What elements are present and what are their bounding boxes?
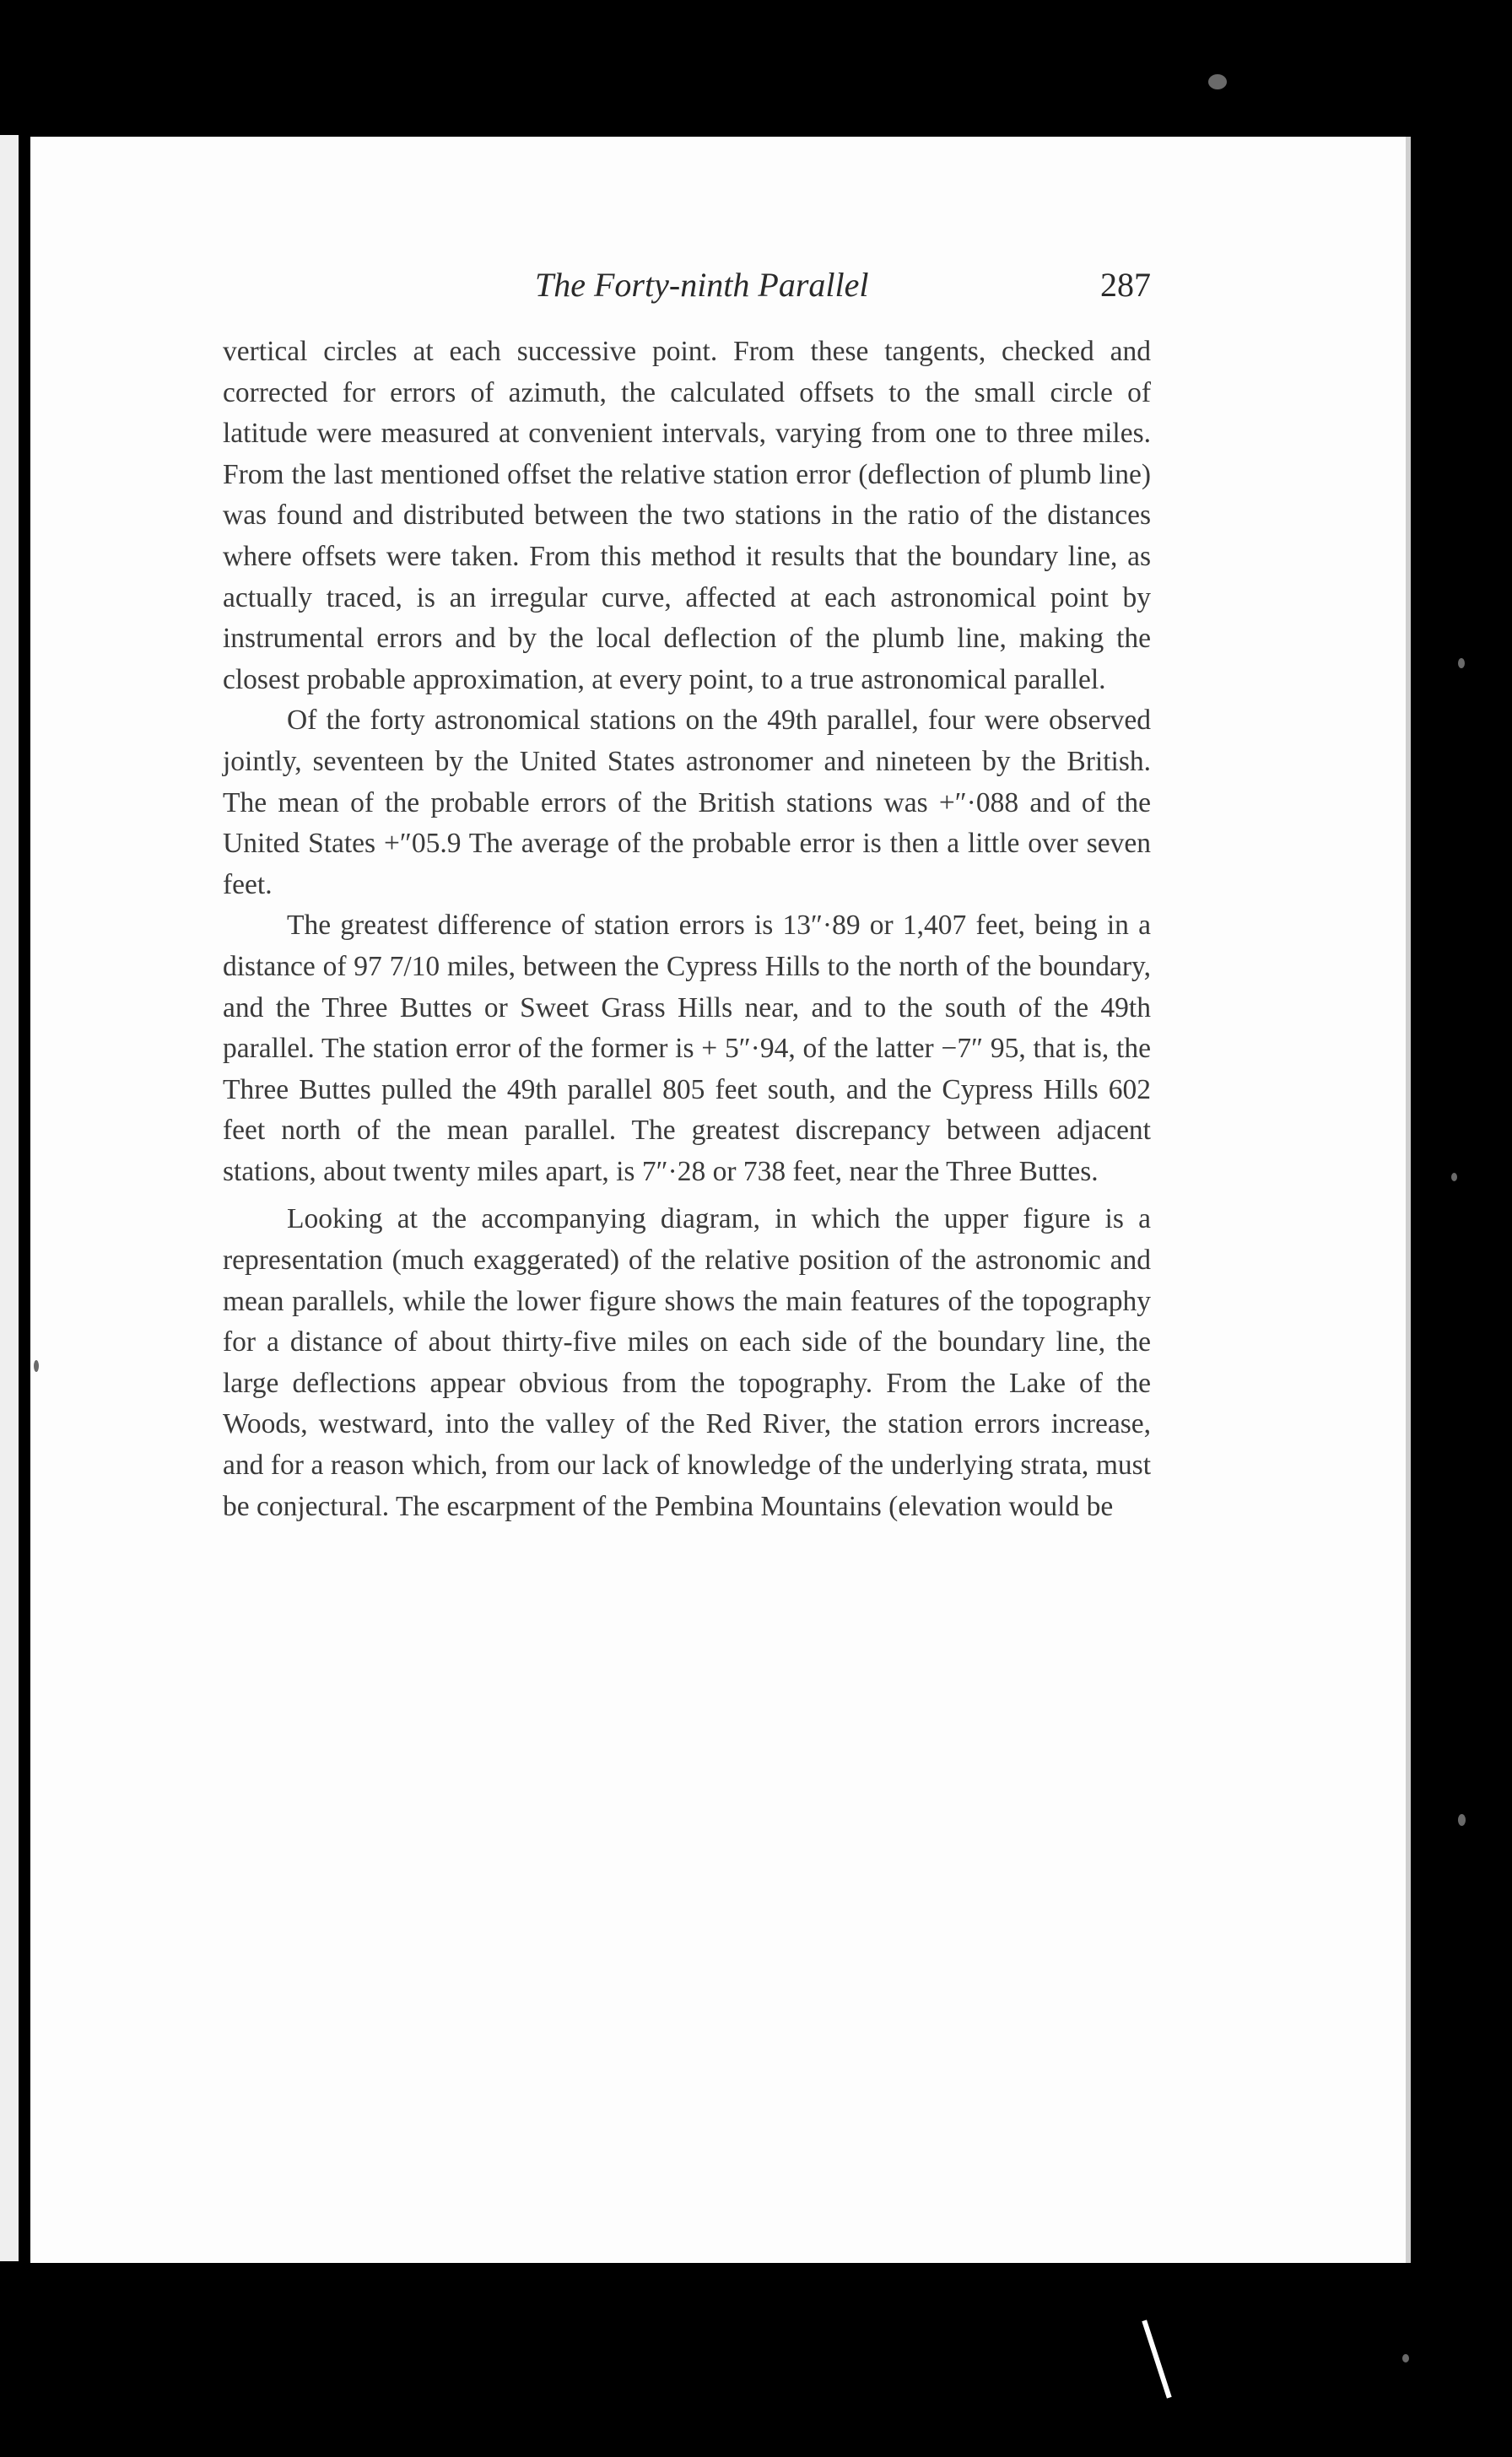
paragraph-3: The greatest difference of station errors is 13″·89 or 1,407 feet, being in a distance of 97 7/10 miles, between the Cypress Hills to the north of the boundary, and the Three Buttes or Sweet Grass Hills near, and to the south of the 49th parallel. The station error of the former is + 5″·94, of the latter −7″ 95, that is, the Three Buttes pulled the 49th parallel 805 feet south, and the Cypress Hills 602 feet north of the mean parallel. The greatest discrepancy between adjacent stations, about twenty miles apart, is 7″·28 or 738 feet, near the Three Buttes. [223, 910, 1151, 1187]
facing-page-edge [0, 135, 19, 2261]
edge-scratch [1142, 2319, 1171, 2398]
body-text [223, 332, 1151, 1527]
dust-speck [34, 1360, 39, 1372]
dust-speck [1402, 2354, 1409, 2362]
running-head [223, 265, 1151, 316]
dust-speck [1458, 1814, 1466, 1826]
dust-speck [1458, 658, 1465, 668]
dust-speck [1208, 74, 1227, 89]
dust-speck [1451, 1173, 1457, 1181]
running-title: The Forty-ninth Parallel [535, 266, 869, 304]
page-number: 287 [1100, 266, 1151, 304]
paragraph-4: Looking at the accompanying diagram, in which the upper figure is a representation (much exaggerated) of the relative position of the astronomic and mean parallels, while the lower figure shows the main features of the topography for a distance of about thirty-five miles on each side of the boundary line, the large deflections appear obvious from the topography. From the Lake of the Woods, westward, into the valley of the Red River, the station errors increase, and for a reason which, from our lack of knowledge of the underlying strata, must be conjectural. The escarpment of the Pembina Mountains (elevation would be [223, 1203, 1151, 1522]
paragraph-2: Of the forty astronomical stations on the 49th parallel, four were observed jointly, seventeen by the United States astronomer and nineteen by the British. The mean of the probable errors of the British stations was +″·088 and of the United States +″05.9 The average of the probable error is then a little over seven feet. [223, 705, 1151, 900]
paragraph-1: vertical circles at each successive point. From these tangents, checked and corrected for errors of azimuth, the calculated offsets to the small circle of latitude were measured at convenient intervals, varying from one to three miles. From the last mentioned offset the relative station error (deflection of plumb line) was found and distributed between the two stations in the ratio of the distances where offsets were taken. From this method it results that the boundary line, as actually traced, is an irregular curve, affected at each astronomical point by instrumental errors and by the local deflection of the plumb line, making the closest probable approximation, at every point, to a true astronomical parallel. [223, 336, 1151, 695]
